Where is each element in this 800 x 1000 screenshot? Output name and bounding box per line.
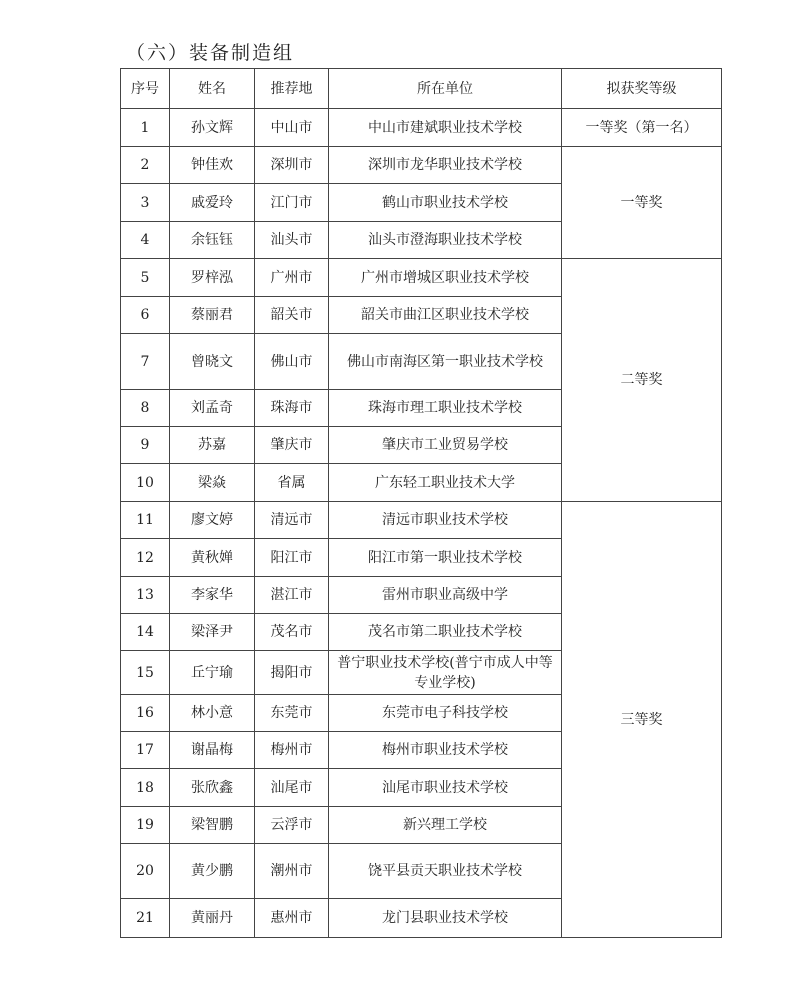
row-place: 佛山市 <box>255 334 329 390</box>
row-unit: 广州市增城区职业技术学校 <box>329 259 562 297</box>
row-name: 刘孟奇 <box>170 390 255 427</box>
row-place: 深圳市 <box>255 147 329 184</box>
row-name: 梁智鹏 <box>170 807 255 844</box>
row-place: 梅州市 <box>255 732 329 769</box>
row-place: 清远市 <box>255 502 329 539</box>
row-no: 16 <box>121 695 170 732</box>
row-no: 21 <box>121 899 170 938</box>
row-place: 揭阳市 <box>255 651 329 695</box>
row-name: 黄丽丹 <box>170 899 255 938</box>
row-no: 6 <box>121 297 170 334</box>
row-place: 潮州市 <box>255 844 329 899</box>
row-place: 韶关市 <box>255 297 329 334</box>
row-unit: 雷州市职业高级中学 <box>329 577 562 614</box>
header-unit: 所在单位 <box>329 69 562 109</box>
row-unit: 饶平县贡天职业技术学校 <box>329 844 562 899</box>
row-no: 1 <box>121 109 170 147</box>
row-no: 7 <box>121 334 170 390</box>
row-place: 广州市 <box>255 259 329 297</box>
row-name: 曾晓文 <box>170 334 255 390</box>
header-name: 姓名 <box>170 69 255 109</box>
row-no: 18 <box>121 769 170 807</box>
row-name: 梁泽尹 <box>170 614 255 651</box>
row-unit: 珠海市理工职业技术学校 <box>329 390 562 427</box>
table-row <box>121 147 722 184</box>
row-place: 江门市 <box>255 184 329 222</box>
row-name: 黄少鹏 <box>170 844 255 899</box>
row-place: 东莞市 <box>255 695 329 732</box>
row-unit: 东莞市电子科技学校 <box>329 695 562 732</box>
row-name: 孙文辉 <box>170 109 255 147</box>
row-place: 汕尾市 <box>255 769 329 807</box>
row-unit: 肇庆市工业贸易学校 <box>329 427 562 464</box>
row-unit: 汕头市澄海职业技术学校 <box>329 222 562 259</box>
row-no: 11 <box>121 502 170 539</box>
awards-table <box>120 68 722 938</box>
award-level: 二等奖 <box>562 259 722 502</box>
row-name: 张欣鑫 <box>170 769 255 807</box>
row-place: 茂名市 <box>255 614 329 651</box>
header-no: 序号 <box>121 69 170 109</box>
row-unit: 清远市职业技术学校 <box>329 502 562 539</box>
row-name: 廖文婷 <box>170 502 255 539</box>
table-row <box>121 502 722 539</box>
row-unit: 新兴理工学校 <box>329 807 562 844</box>
row-place: 惠州市 <box>255 899 329 938</box>
row-no: 8 <box>121 390 170 427</box>
row-place: 云浮市 <box>255 807 329 844</box>
row-unit: 佛山市南海区第一职业技术学校 <box>329 334 562 390</box>
row-unit: 中山市建斌职业技术学校 <box>329 109 562 147</box>
table-row <box>121 259 722 297</box>
row-unit: 鹤山市职业技术学校 <box>329 184 562 222</box>
row-no: 10 <box>121 464 170 502</box>
row-unit: 广东轻工职业技术大学 <box>329 464 562 502</box>
row-name: 蔡丽君 <box>170 297 255 334</box>
row-name: 黄秋婵 <box>170 539 255 577</box>
row-unit: 韶关市曲江区职业技术学校 <box>329 297 562 334</box>
row-no: 3 <box>121 184 170 222</box>
row-name: 林小意 <box>170 695 255 732</box>
row-name: 罗梓泓 <box>170 259 255 297</box>
row-unit: 梅州市职业技术学校 <box>329 732 562 769</box>
row-no: 14 <box>121 614 170 651</box>
row-unit: 龙门县职业技术学校 <box>329 899 562 938</box>
header-place: 推荐地 <box>255 69 329 109</box>
header-award: 拟获奖等级 <box>562 69 722 109</box>
row-name: 李家华 <box>170 577 255 614</box>
table-row <box>121 109 722 147</box>
row-unit: 茂名市第二职业技术学校 <box>329 614 562 651</box>
row-unit: 阳江市第一职业技术学校 <box>329 539 562 577</box>
award-level: 一等奖（第一名） <box>562 109 722 147</box>
row-no: 4 <box>121 222 170 259</box>
row-no: 20 <box>121 844 170 899</box>
row-place: 省属 <box>255 464 329 502</box>
row-unit: 普宁职业技术学校(普宁市成人中等专业学校) <box>329 651 562 695</box>
row-no: 5 <box>121 259 170 297</box>
row-name: 苏嘉 <box>170 427 255 464</box>
row-no: 9 <box>121 427 170 464</box>
row-name: 钟佳欢 <box>170 147 255 184</box>
row-name: 余钰钰 <box>170 222 255 259</box>
row-place: 阳江市 <box>255 539 329 577</box>
award-level: 一等奖 <box>562 147 722 259</box>
row-place: 汕头市 <box>255 222 329 259</box>
row-no: 12 <box>121 539 170 577</box>
row-place: 湛江市 <box>255 577 329 614</box>
row-no: 13 <box>121 577 170 614</box>
row-no: 15 <box>121 651 170 695</box>
row-place: 珠海市 <box>255 390 329 427</box>
row-no: 17 <box>121 732 170 769</box>
row-place: 肇庆市 <box>255 427 329 464</box>
section-title: （六）装备制造组 <box>126 42 295 64</box>
row-no: 2 <box>121 147 170 184</box>
row-unit: 深圳市龙华职业技术学校 <box>329 147 562 184</box>
row-no: 19 <box>121 807 170 844</box>
row-unit: 汕尾市职业技术学校 <box>329 769 562 807</box>
row-name: 丘宁瑜 <box>170 651 255 695</box>
row-name: 戚爱玲 <box>170 184 255 222</box>
row-name: 梁焱 <box>170 464 255 502</box>
table-header-row <box>121 69 722 109</box>
award-level: 三等奖 <box>562 502 722 938</box>
row-name: 谢晶梅 <box>170 732 255 769</box>
row-place: 中山市 <box>255 109 329 147</box>
